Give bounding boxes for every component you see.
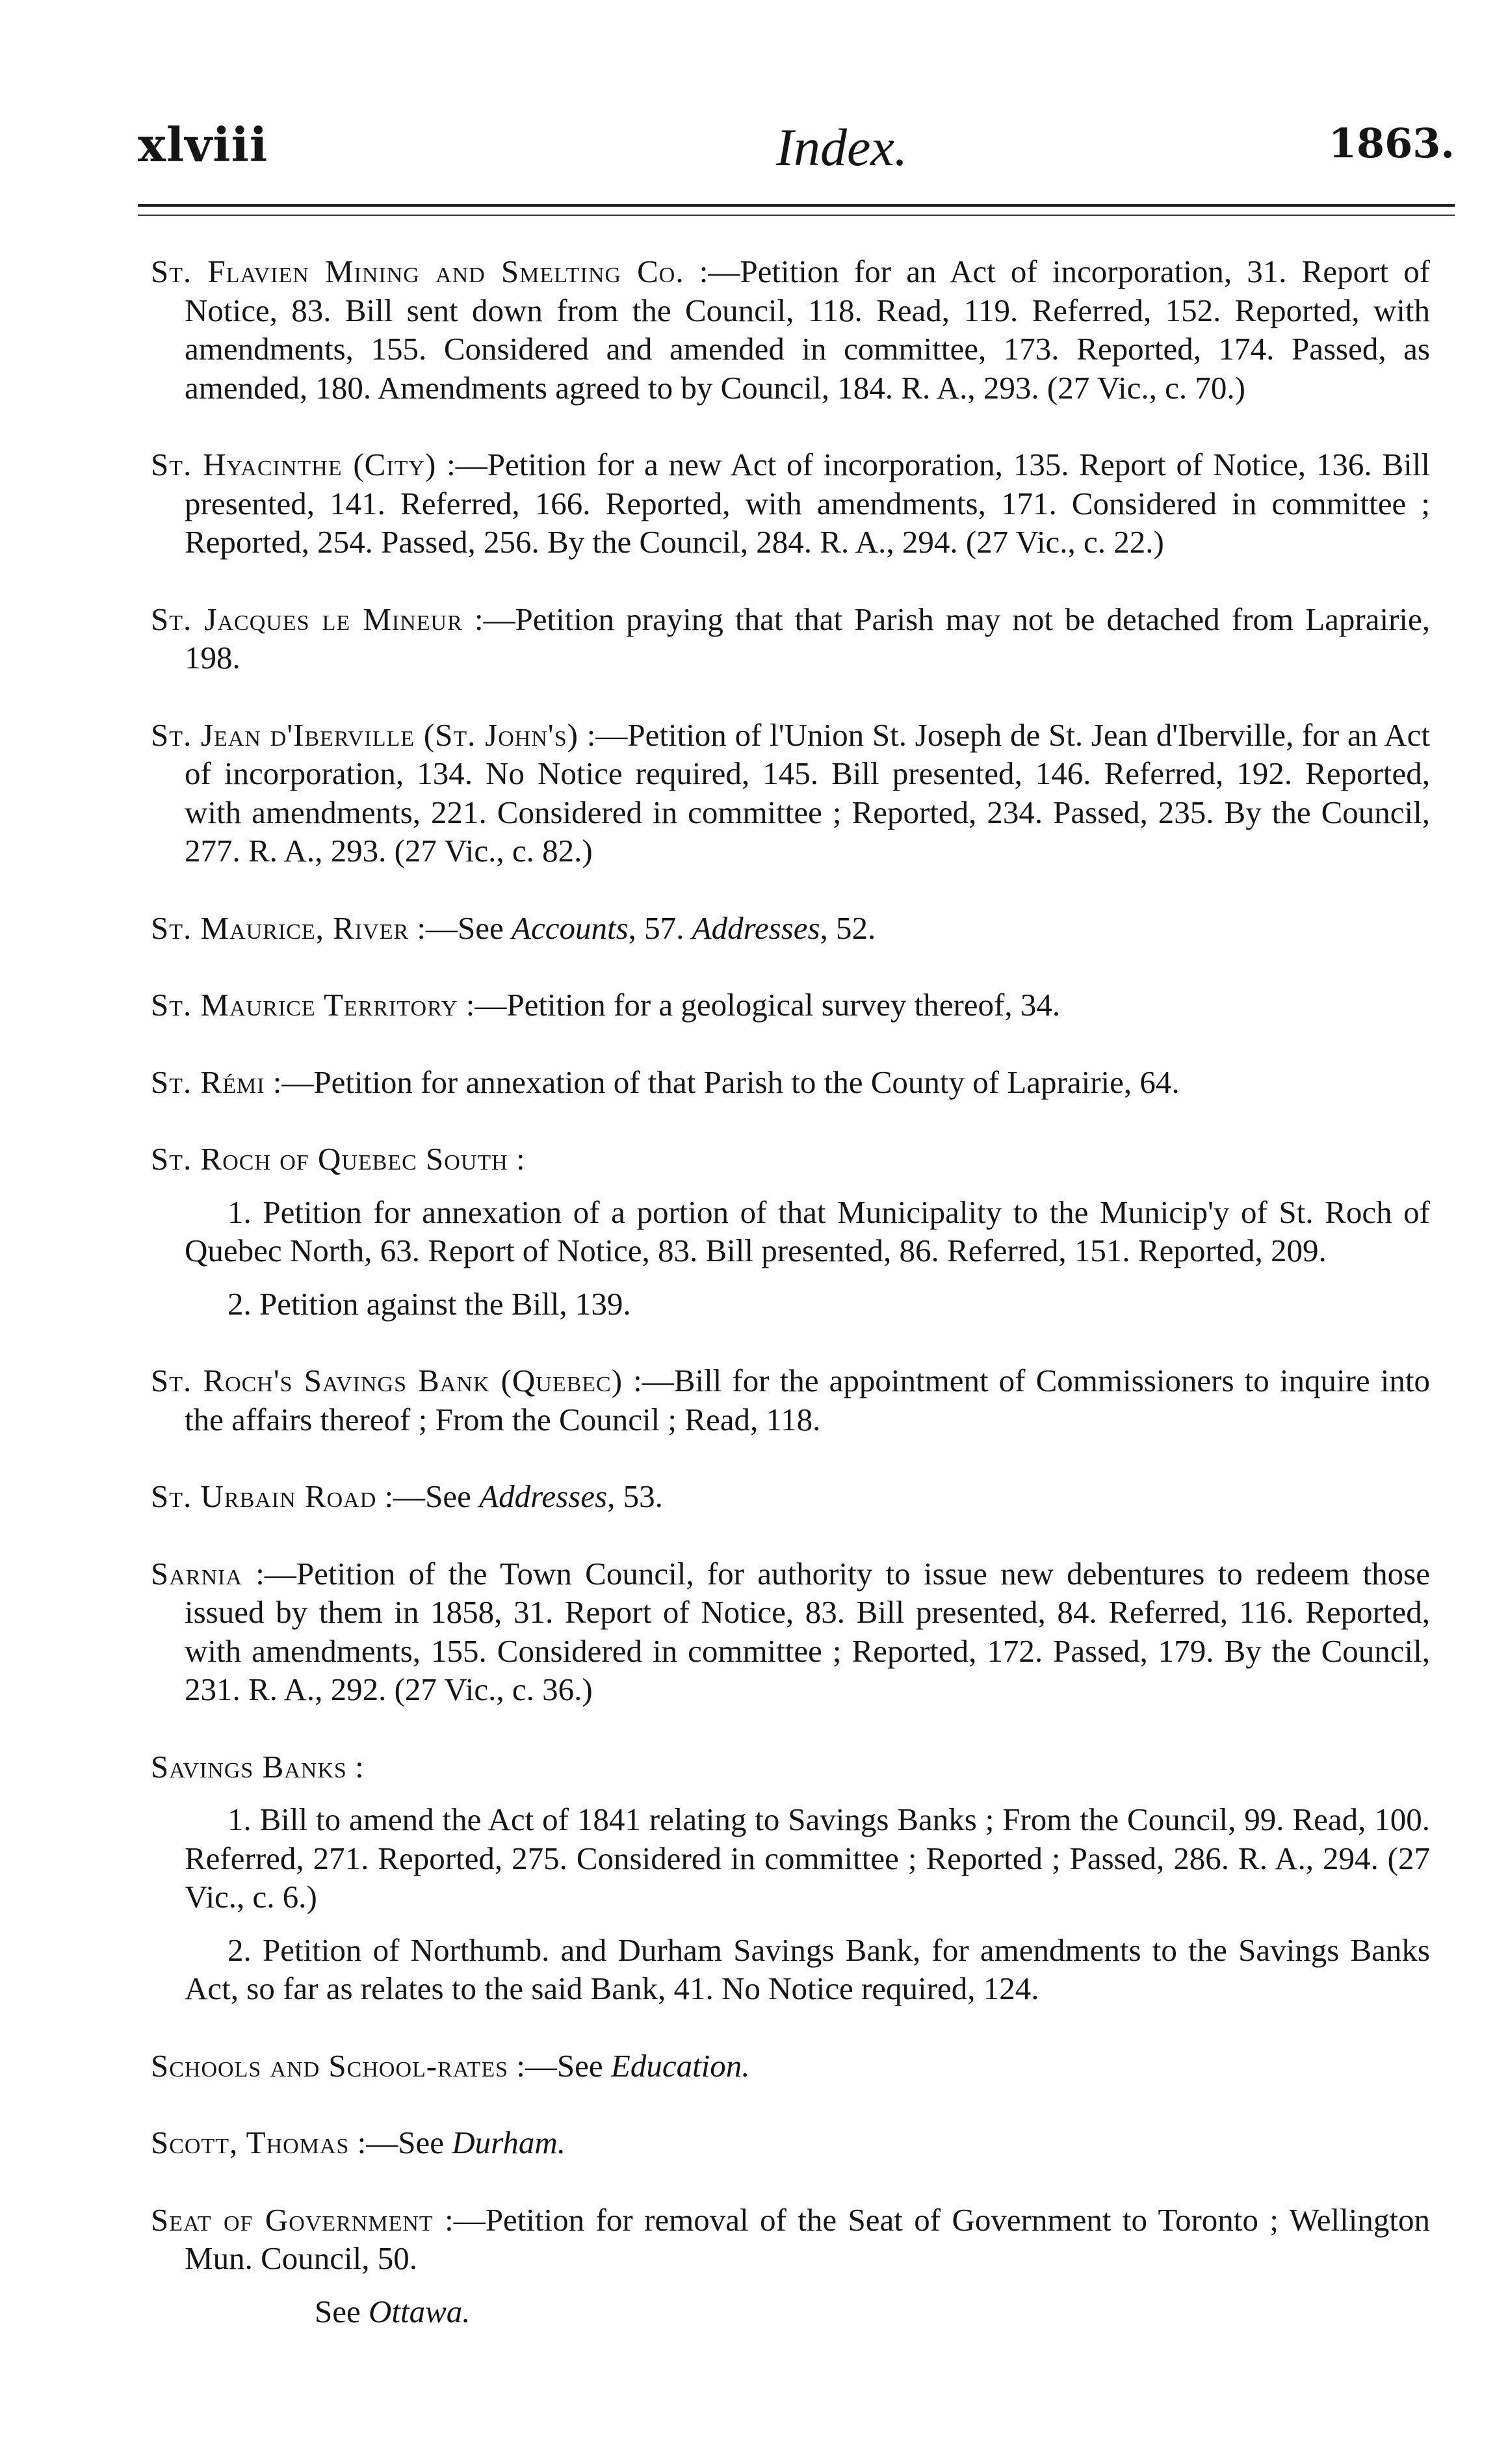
index-entry-st-urbain-road bbox=[151, 1477, 1430, 1516]
entry-heading: St. Jean d'Iberville (St. John's) bbox=[151, 716, 578, 753]
entry-text: :—Petition praying that that Parish may not be detached from Laprairie, 198. bbox=[185, 601, 1431, 675]
index-entry-st-roch bbox=[151, 1140, 1430, 1179]
entry-heading: St. Urbain Road bbox=[151, 1478, 377, 1514]
index-entry-st-maurice-territory bbox=[151, 986, 1430, 1025]
cross-reference: Durham. bbox=[452, 2125, 566, 2160]
entry-text: : bbox=[346, 1748, 364, 1785]
entry-heading: Schools and School-rates bbox=[151, 2047, 509, 2084]
index-entry-st-jacques bbox=[151, 600, 1430, 677]
entry-text: :—See bbox=[409, 910, 512, 946]
entry-text: :—See bbox=[508, 2047, 611, 2084]
entry-text: :—Petition for annexation of that Parish to the County of Laprairie, 64. bbox=[265, 1064, 1180, 1100]
cross-reference: Addresses bbox=[692, 910, 820, 946]
index-entry-st-rochs-savings-bank bbox=[151, 1361, 1430, 1439]
entry-text: :—Petition of the Town Council, for authority to issue new debentures to redeem those issued by them in 1858, 31. Report of Notice, 83. Bill presented, 84. Referred, 116. Reported, with amendments, 155. Considered in committee ; Reported, 172. Passed, 179. By the Council, 231. R. A., 292. (27 Vic., c. 36.) bbox=[185, 1555, 1430, 1707]
entry-heading: St. Jacques le Mineur bbox=[151, 601, 463, 637]
session-year: 1863. bbox=[1328, 120, 1455, 167]
entry-text: :—Petition for an Act of incorporation, 31. Report of Notice, 83. Bill sent down from the Council, 118. Read, 119. Referred, 152. Reported, with amendments, 155. Considered and amended in committee, 173. Reported, 174. Passed, as amended, 180. Amendments agreed to by Council, 184. R. A., 293. (27 Vic., c. 70.) bbox=[185, 254, 1431, 406]
entry-heading: St. Rémi bbox=[151, 1064, 265, 1100]
cross-reference: Education. bbox=[610, 2047, 750, 2084]
sub-entry: 1. Bill to amend the Act of 1841 relating to Savings Banks ; From the Council, 99. Read, 100. Referred, 271. Reported, 275. Considered in committee ; Reported ; Passed, 286. R. A., 294. (27 Vic., c. 6.) bbox=[185, 1802, 1430, 1915]
index-entry-seat-of-government bbox=[151, 2201, 1430, 2278]
entry-heading: Sarnia bbox=[151, 1555, 242, 1592]
sub-entry: 1. Petition for annexation of a portion of that Municipality to the Municip'y of St. Roch of Quebec North, 63. Report of Notice, 83. Bill presented, 86. Referred, 151. Reported, 209. bbox=[185, 1194, 1430, 1268]
entry-heading: St. Flavien Mining and Smelting Co. bbox=[151, 254, 684, 289]
entry-text: :—Petition for removal of the Seat of Government to Toronto ; Wellington Mun. Council, 50. bbox=[185, 2201, 1430, 2276]
running-head bbox=[138, 117, 1455, 189]
sub-entry: 2. Petition against the Bill, 139. bbox=[228, 1285, 631, 1322]
index-entry-st-flavien bbox=[151, 252, 1430, 407]
entry-text: , 53. bbox=[607, 1478, 663, 1514]
index-entry-st-maurice-river bbox=[151, 909, 1430, 948]
entry-heading: Seat of Government bbox=[151, 2201, 434, 2238]
cross-reference: Accounts bbox=[512, 910, 629, 946]
see-also-label: See bbox=[315, 2293, 369, 2329]
header-rule-thin bbox=[138, 215, 1455, 216]
index-entry-sarnia bbox=[151, 1554, 1430, 1709]
header-rule-thick bbox=[138, 204, 1455, 207]
entry-text: , 52. bbox=[820, 910, 876, 946]
entry-heading: Savings Banks bbox=[151, 1748, 347, 1785]
cross-reference: Addresses bbox=[479, 1478, 608, 1514]
entry-heading: St. Roch of Quebec South bbox=[151, 1141, 508, 1177]
entry-text: :—Bill for the appointment of Commissioners to inquire into the affairs thereof ; From the Council ; Read, 118. bbox=[185, 1363, 1430, 1437]
entry-heading: St. Maurice, River bbox=[151, 910, 410, 946]
index-entry-st-hyacinthe bbox=[151, 445, 1430, 562]
entry-text: : bbox=[508, 1141, 525, 1177]
cross-reference: Ottawa. bbox=[369, 2293, 471, 2329]
index-entry-scott-thomas bbox=[151, 2123, 1430, 2162]
entry-text: :—Petition for a geological survey thereof, 34. bbox=[458, 987, 1061, 1023]
running-title: Index. bbox=[775, 118, 908, 177]
entry-text: :—See bbox=[376, 1478, 480, 1514]
index-entry-savings-banks bbox=[151, 1748, 1430, 1787]
entry-heading: St. Roch's Savings Bank (Quebec) bbox=[151, 1363, 623, 1398]
entry-text: :—See bbox=[349, 2125, 452, 2160]
entry-text: :—Petition for a new Act of incorporation, 135. Report of Notice, 136. Bill presented, 141. Referred, 166. Reported, with amendments, 171. Considered in committee ; Reported, 254. Passed, 256. By the Council, 284. R. A., 294. (27 Vic., c. 22.) bbox=[185, 447, 1430, 560]
entry-heading: St. Hyacinthe (City) bbox=[151, 447, 437, 482]
see-also-line bbox=[151, 2292, 1430, 2331]
index-entry-st-jean bbox=[151, 716, 1430, 871]
index-entry-st-remi bbox=[151, 1063, 1430, 1102]
entry-heading: St. Maurice Territory bbox=[151, 987, 458, 1023]
entry-heading: Scott, Thomas bbox=[151, 2125, 350, 2160]
page-number: xlviii bbox=[138, 117, 268, 172]
entry-text: , 57. bbox=[628, 910, 692, 946]
index-entry-schools bbox=[151, 2047, 1430, 2086]
entry-text: :—Petition of l'Union St. Joseph de St. Jean d'Iberville, for an Act of incorporation, 134. No Notice required, 145. Bill presented, 146. Referred, 192. Reported, with amendments, 221. Considered in committee ; Reported, 234. Passed, 235. By the Council, 277. R. A., 293. (27 Vic., c. 82.) bbox=[185, 716, 1430, 869]
sub-entry: 2. Petition of Northumb. and Durham Savings Bank, for amendments to the Savings Banks Act, so far as relates to the said Bank, 41. No Notice required, 124. bbox=[185, 1932, 1430, 2006]
index-entries bbox=[151, 252, 1430, 2331]
